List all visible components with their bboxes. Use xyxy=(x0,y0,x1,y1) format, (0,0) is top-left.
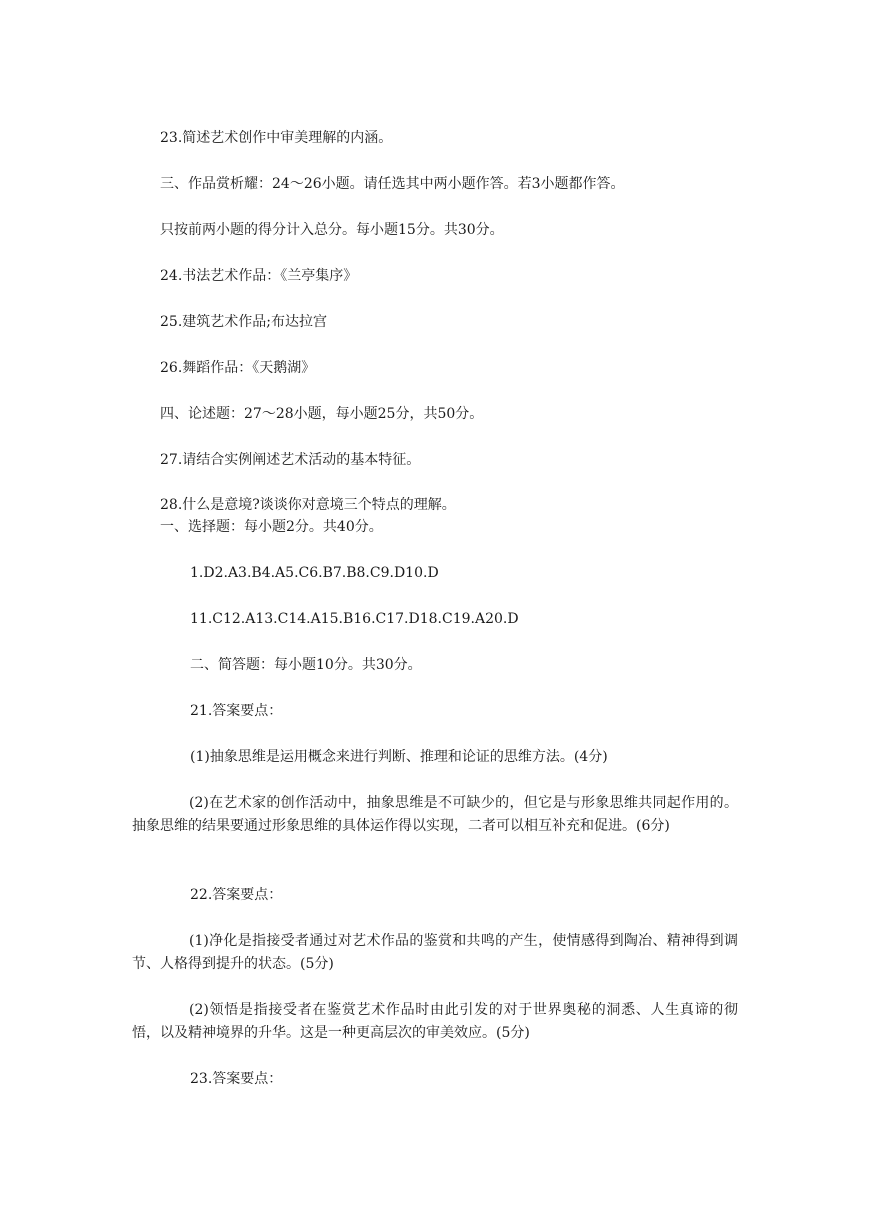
answer-21-title: 21.答案要点： xyxy=(190,703,283,719)
section-3-note: 只按前两小题的得分计入总分。每小题15分。共30分。 xyxy=(160,222,504,238)
answer-22-title: 22.答案要点： xyxy=(190,887,283,903)
question-26: 26.舞蹈作品：《天鹅湖》 xyxy=(160,360,316,376)
answer-22-point-1: (1)净化是指接受者通过对艺术作品的鉴赏和共鸣的产生，使情感得到陶冶、精神得到调节、人格得到提升的状态。(5分) xyxy=(132,933,738,972)
answers-section-2-heading: 二、简答题：每小题10分。共30分。 xyxy=(190,657,422,673)
section-3-heading: 三、作品赏析耀：24～26小题。请任选其中两小题作答。若3小题都作答。 xyxy=(160,176,625,192)
answers-section-1-heading: 一、选择题：每小题2分。共40分。 xyxy=(160,519,383,535)
question-27: 27.请结合实例阐述艺术活动的基本特征。 xyxy=(160,452,421,468)
section-4-heading: 四、论述题：27～28小题，每小题25分，共50分。 xyxy=(160,406,484,422)
answers-choice-row-1: 1.D2.A3.B4.A5.C6.B7.B8.C9.D10.D xyxy=(190,565,439,581)
answers-choice-row-2: 11.C12.A13.C14.A15.B16.C17.D18.C19.A20.D xyxy=(190,611,519,627)
answer-21-point-1: (1)抽象思维是运用概念来进行判断、推理和论证的思维方法。(4分) xyxy=(190,749,608,765)
answer-23-title: 23.答案要点： xyxy=(190,1071,283,1087)
answer-21-point-2: (2)在艺术家的创作活动中，抽象思维是不可缺少的，但它是与形象思维共同起作用的。抽象思维的结果要通过形象思维的具体运作得以实现，二者可以相互补充和促进。(6分) xyxy=(132,795,738,834)
question-28: 28.什么是意境?谈谈你对意境三个特点的理解。 xyxy=(160,497,456,513)
answer-22-point-2: (2)领悟是指接受者在鉴赏艺术作品时由此引发的对于世界奥秘的洞悉、人生真谛的彻悟，以及精神境界的升华。这是一种更高层次的审美效应。(5分) xyxy=(132,1002,738,1041)
question-25: 25.建筑艺术作品;布达拉宫 xyxy=(160,314,327,330)
question-24: 24.书法艺术作品：《兰亭集序》 xyxy=(160,268,358,284)
question-23: 23.简述艺术创作中审美理解的内涵。 xyxy=(160,130,393,146)
